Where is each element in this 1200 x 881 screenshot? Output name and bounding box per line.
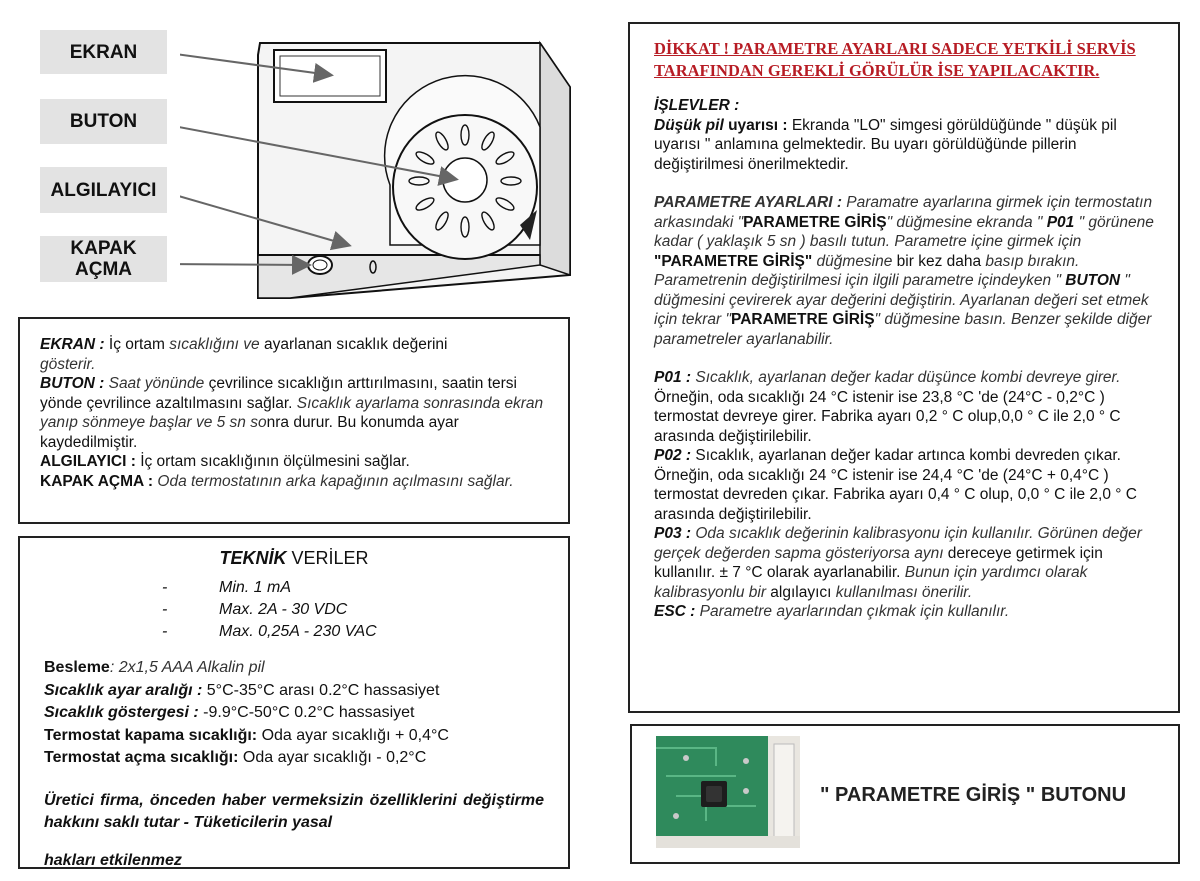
thermostat-illustration [180,15,580,310]
manufacturer-note-end: hakları etkilenmez [44,851,182,869]
label-algilayici: ALGILAYICI [40,167,167,213]
description-box: EKRAN : İç ortam sıcaklığını ve ayarlanan sıcaklık değerini gösterir. BUTON : Saat yönünde çevrilince sıcaklığın arttırılmasını, saatin tersi yönde çevrilince azaltılmasını sağlar. Sıcaklık ayarlama sonrasında ekran yanıp sönmeye başlar ve 5 sn sonra durur. Bu konumda ayar kaydedilmiştir. ALGILAYICI : İç ortam sıcaklığının ölçülmesini sağlar. KAPAK AÇMA : Oda termostatının arka kapağının açılmasını sağlar. [18,317,570,524]
rating-row: - Min. 1 mA [162,579,292,596]
technical-data-box [18,536,570,869]
rating-row: - Max. 0,25A - 230 VAC [162,623,377,640]
manufacturer-note: Üretici firma, önceden haber vermeksizin özelliklerini değiştirme hakkını saklı tutar - Tüketicilerin yasal [44,791,544,831]
technical-title: TEKNİK VERİLER [219,548,369,568]
cover-open-hole [308,256,332,274]
spec-list: Besleme: 2x1,5 AAA Alkalin pil Sıcaklık ayar aralığı : 5°C-35°C arası 0.2°C hassasiyet Sıcaklık göstergesi : -9.9°C-50°C 0.2°C hassasiyet Termostat kapama sıcaklığı: Oda ayar sıcaklığı + 0,4°C Termostat açma sıcaklığı: Oda ayar sıcaklığı - 0,2°C [44,659,449,766]
label-buton: BUTON [40,99,167,144]
rating-row: - Max. 2A - 30 VDC [162,601,348,618]
circuit-board-photo [656,736,800,848]
parameter-box: DİKKAT ! PARAMETRE AYARLARI SADECE YETKİLİ SERVİS TARAFINDAN GEREKLİ GÖRÜLÜR İSE YAPILACAKTIR. İŞLEVLER : Düşük pil uyarısı : Ekranda "LO" simgesi görüldüğünde " düşük pil uyarısı " anlamına gelmektedir. Bu uyarı görüldüğünde pillerin değiştirilmesi önerilmektedir. PARAMETRE AYARLARI : Paramatre ayarlarına girmek için termostatın arkasındaki "PARAMETRE GİRİŞ" düğmesine ekranda " P01 " görünene kadar ( yaklaşık 5 sn ) basılı tutun. Parametre içine girmek için "PARAMETRE GİRİŞ" düğmesine bir kez daha basıp bırakın. Parametrenin değiştirilmesi için ilgili parametre içindeyken " BUTON " düğmesini çevirerek ayar değerini değiştirin. Ayarlanan değeri set etmek için tekrar "PARAMETRE GİRİŞ" düğmesine basın. Benzer şekilde diğer parametreler ayarlanabilir. P01 : Sıcaklık, ayarlanan değer kadar düşünce kombi devreye girer. Örneğin, oda sıcaklığı 24 °C istenir ise 23,8 °C 'de (24°C - 0,2°C ) termostat devreye girer. Fabrika ayarı 0,2 ° C olup,0,0 ° C ile 2,0 ° C arasında değiştirilebilir. P02 : Sıcaklık, ayarlanan değer kadar artınca kombi devreden çıkar. Örneğin, oda sıcaklığı 24 °C istenir ise 24,4 °C 'de (24°C + 0,4°C ) termostat devreden çıkar. Fabrika ayarı 0,4 ° C olup, 0,0 ° C ile 2,0 ° C arasında değiştirilebilir. P03 : Oda sıcaklık değerinin kalibrasyonu için kullanılır. Görünen değer gerçek değerden sapma gösteriyorsa aynı dereceye getirmek için kullanılır. ± 7 °C olarak ayarlanabilir. Bunun için yardımcı olarak kalibrasyonlu bir algılayıcı kullanılması önerilir. ESC : Parametre ayarlarından çıkmak için kullanılır. [628,22,1180,713]
dial-knob [385,76,540,259]
warning-text: DİKKAT ! PARAMETRE AYARLARI SADECE YETKİLİ SERVİS TARAFINDAN GEREKLİ GÖRÜLÜR İSE YAPILACAKTIR. [654,39,1136,80]
parameter-button-label: " PARAMETRE GİRİŞ " BUTONU [820,784,1127,806]
screen-display [274,50,386,102]
parameter-button-box [630,724,1180,864]
label-ekran: EKRAN [40,30,167,74]
label-kapak-acma: KAPAK AÇMA [40,236,167,282]
